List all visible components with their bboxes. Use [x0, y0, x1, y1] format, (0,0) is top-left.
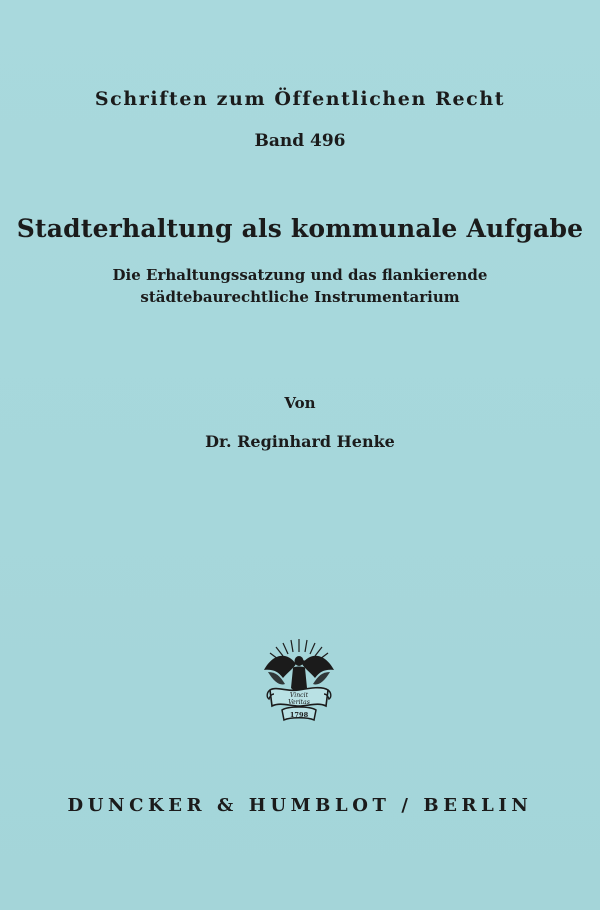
- svg-text:Veritas: Veritas: [288, 699, 310, 706]
- subtitle-line-2: städtebaurechtliche Instrumentarium: [140, 288, 460, 306]
- svg-text:Vincit: Vincit: [289, 692, 309, 699]
- author-name: Dr. Reginhard Henke: [205, 432, 395, 451]
- publisher-logo-eagle-seal: [258, 636, 340, 724]
- book-title: Stadterhaltung als kommunale Aufgabe: [16, 214, 584, 243]
- volume-number: Band 496: [254, 131, 346, 151]
- publisher-imprint: DUNCKER & HUMBLOT / BERLIN: [67, 795, 533, 816]
- subtitle-line-1: Die Erhaltungssatzung und das flankierende: [112, 266, 488, 284]
- svg-text:1798: 1798: [289, 711, 309, 719]
- series-title: Schriften zum Öffentlichen Recht: [94, 88, 506, 110]
- by-label: Von: [284, 394, 316, 412]
